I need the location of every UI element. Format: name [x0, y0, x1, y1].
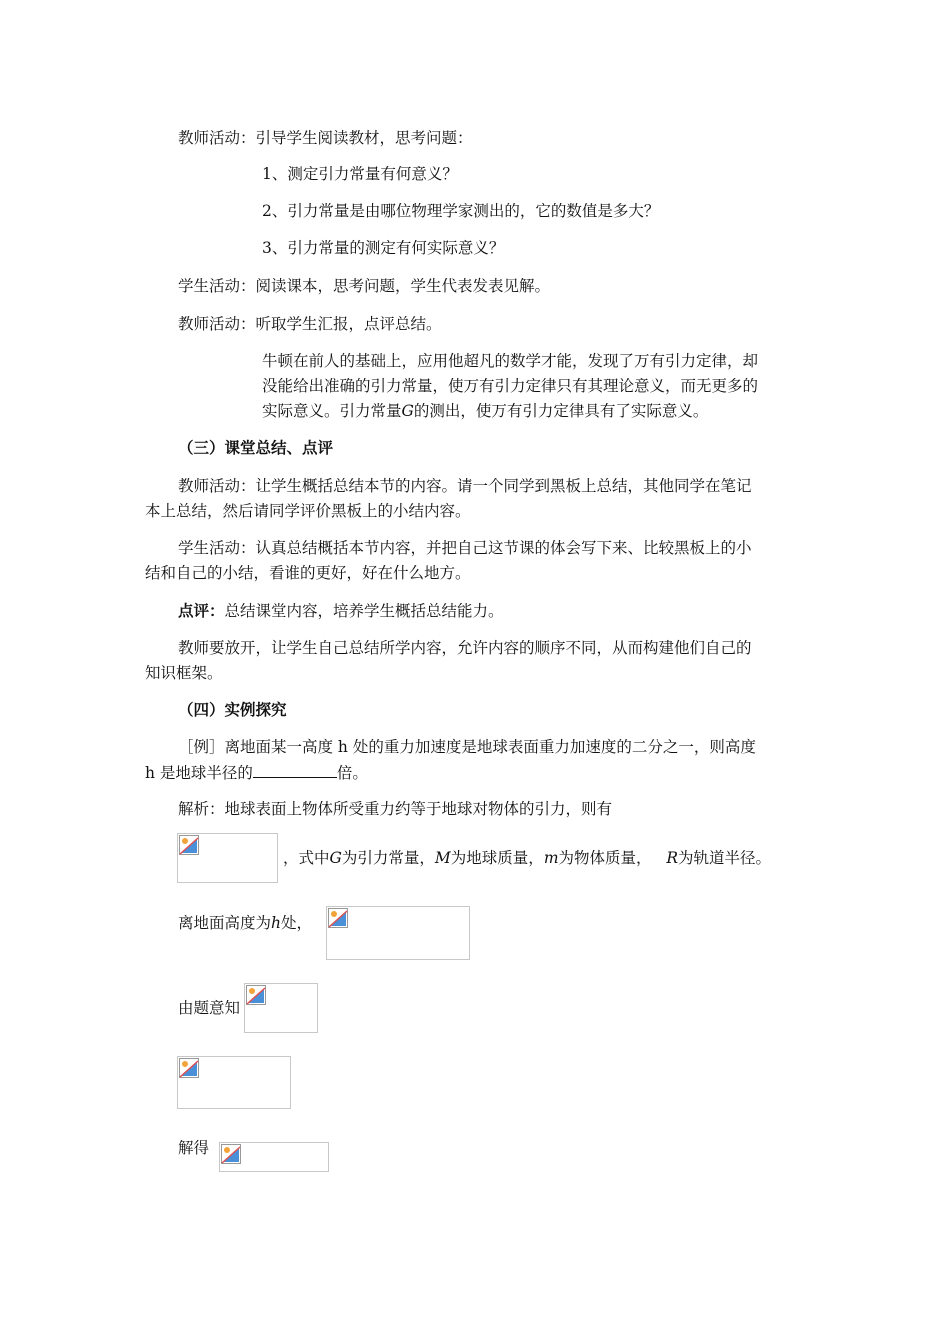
height-line [178, 912, 312, 934]
teacher-activity-label: 教师活动： [178, 315, 256, 333]
open-paragraph-line-2: 知识框架。 [145, 664, 223, 682]
example-text-b: 倍。 [336, 764, 368, 782]
symbol-g: G [329, 849, 342, 867]
symbol-h: h [271, 914, 281, 932]
caption-text-5: 为轨道半径。 [677, 849, 771, 867]
newton-paragraph-line-2: 没能给出准确的引力常量，使万有引力定律只有其理论意义，而无更多的 [262, 377, 759, 395]
broken-image-icon [246, 985, 266, 1005]
formula-1-caption [283, 847, 771, 869]
formula-image-3 [244, 983, 318, 1033]
broken-image-icon [221, 1144, 241, 1164]
student-activity-2-line-2: 结和自己的小结，看谁的更好，好在什么地方。 [145, 564, 471, 582]
question-3: 3、引力常量的测定有何实际意义？ [262, 239, 505, 257]
symbol-m-lower: m [543, 849, 559, 867]
formula-image-5 [219, 1142, 329, 1172]
student-activity-2-line-1: 学生活动：认真总结概括本节内容，并把自己这节课的体会写下来、比较黑板上的小 [178, 539, 752, 557]
comment-label: 点评： [178, 601, 225, 620]
teacher-activity-3-line-2: 本上总结，然后请同学评价黑板上的小结内容。 [145, 502, 471, 520]
symbol-m-upper: M [434, 849, 451, 867]
solve-line: 解得 [178, 1139, 210, 1157]
symbol-r: R [666, 849, 678, 867]
height-text-2: 处， [281, 914, 313, 932]
teacher-activity-label: 教师活动： [178, 129, 256, 147]
teacher-activity-3-line-1: 教师活动：让学生概括总结本节的内容。请一个同学到黑板上总结，其他同学在笔记 [178, 477, 752, 495]
teacher-activity-text: 听取学生汇报，点评总结。 [255, 315, 442, 333]
example-line-1: ［例］离地面某一高度 h 处的重力加速度是地球表面重力加速度的二分之一，则高度 [178, 738, 756, 756]
comment-text: 总结课堂内容，培养学生概括总结能力。 [224, 602, 504, 620]
teacher-activity-1 [178, 127, 473, 149]
broken-image-icon [328, 908, 348, 928]
student-activity-label: 学生活动： [178, 277, 256, 295]
formula-image-1 [177, 833, 278, 883]
comment-paragraph [178, 600, 504, 622]
formula-image-2 [326, 906, 470, 960]
student-activity-text: 阅读课本，思考问题，学生代表发表见解。 [255, 277, 551, 295]
section-3-heading: （三）课堂总结、点评 [178, 438, 334, 457]
known-line: 由题意知 [178, 999, 241, 1017]
newton-text-a: 实际意义。引力常量 [262, 402, 402, 420]
formula-image-4 [177, 1056, 291, 1109]
open-paragraph-line-1: 教师要放开，让学生自己总结所学内容，允许内容的顺序不同，从而构建他们自己的 [178, 639, 752, 657]
newton-text-b: 的测出，使万有引力定律具有了实际意义。 [413, 402, 709, 420]
broken-image-icon [179, 835, 199, 855]
height-text-1: 离地面高度为 [178, 914, 272, 932]
example-line-2 [145, 761, 368, 784]
student-activity-1 [178, 275, 550, 297]
analysis-line: 解析：地球表面上物体所受重力约等于地球对物体的引力，则有 [178, 800, 613, 818]
caption-text-4: 为物体质量， [558, 849, 652, 867]
caption-text-3: 为地球质量， [450, 849, 544, 867]
teacher-activity-2 [178, 313, 442, 335]
broken-image-icon [179, 1058, 199, 1078]
answer-blank [253, 761, 337, 778]
teacher-activity-text: 引导学生阅读教材，思考问题： [255, 129, 473, 147]
section-4-heading: （四）实例探究 [178, 700, 287, 719]
newton-paragraph-line-1: 牛顿在前人的基础上，应用他超凡的数学才能，发现了万有引力定律，却 [262, 352, 759, 370]
newton-paragraph-line-3 [262, 400, 708, 422]
example-text-a: h 是地球半径的 [145, 764, 253, 782]
symbol-g: G [401, 402, 414, 420]
question-2: 2、引力常量是由哪位物理学家测出的，它的数值是多大？ [262, 202, 660, 220]
caption-text-2: 为引力常量， [341, 849, 435, 867]
question-1: 1、测定引力常量有何意义？ [262, 165, 458, 183]
caption-text-1: ，式中 [283, 849, 330, 867]
